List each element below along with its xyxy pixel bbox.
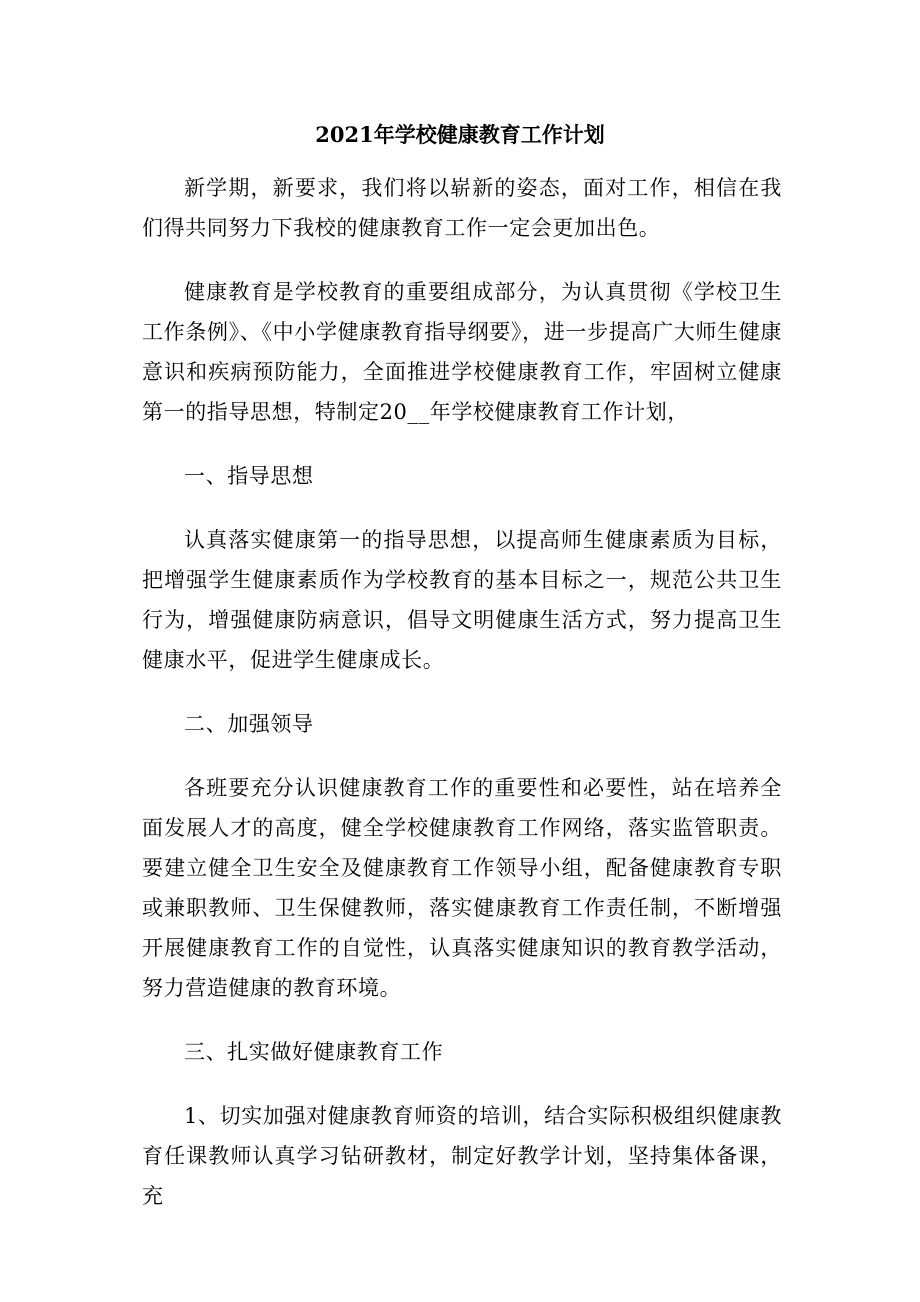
document-title: 2021年学校健康教育工作计划 [315, 122, 605, 147]
paragraph-guiding-thought: 认真落实健康第一的指导思想，以提高师生健康素质为目标，把增强学生健康素质作为学校教育的基本目标之一，规范公共卫生行为，增强健康防病意识，倡导文明健康生活方式，努力提高卫生健康水平，促进学生健康成长。 [142, 528, 782, 672]
section-heading-guiding-thought: 一、指导思想 [184, 464, 314, 488]
paragraph-purpose: 健康教育是学校教育的重要组成部分，为认真贯彻《学校卫生工作条例》、《中小学健康教育指导纲要》，进一步提高广大师生健康意识和疾病预防能力，全面推进学校健康教育工作，牢固树立健康第一的指导思想，特制定20__年学校健康教育工作计划， [142, 280, 782, 424]
section-heading-health-education-work: 三、扎实做好健康教育工作 [184, 1040, 444, 1064]
document-body [142, 168, 782, 1240]
paragraph-item-1: 1、切实加强对健康教育师资的培训，结合实际积极组织健康教育任课教师认真学习钻研教材，制定好教学计划，坚持集体备课，充 [142, 1104, 782, 1208]
section-heading-leadership: 二、加强领导 [184, 712, 314, 736]
paragraph-leadership: 各班要充分认识健康教育工作的重要性和必要性，站在培养全面发展人才的高度，健全学校健康教育工作网络，落实监管职责。要建立健全卫生安全及健康教育工作领导小组，配备健康教育专职或兼职教师、卫生保健教师，落实健康教育工作责任制，不断增强开展健康教育工作的自觉性，认真落实健康知识的教育教学活动，努力营造健康的教育环境。 [142, 776, 782, 1000]
paragraph-intro: 新学期，新要求，我们将以崭新的姿态，面对工作，相信在我们得共同努力下我校的健康教育工作一定会更加出色。 [142, 176, 782, 240]
